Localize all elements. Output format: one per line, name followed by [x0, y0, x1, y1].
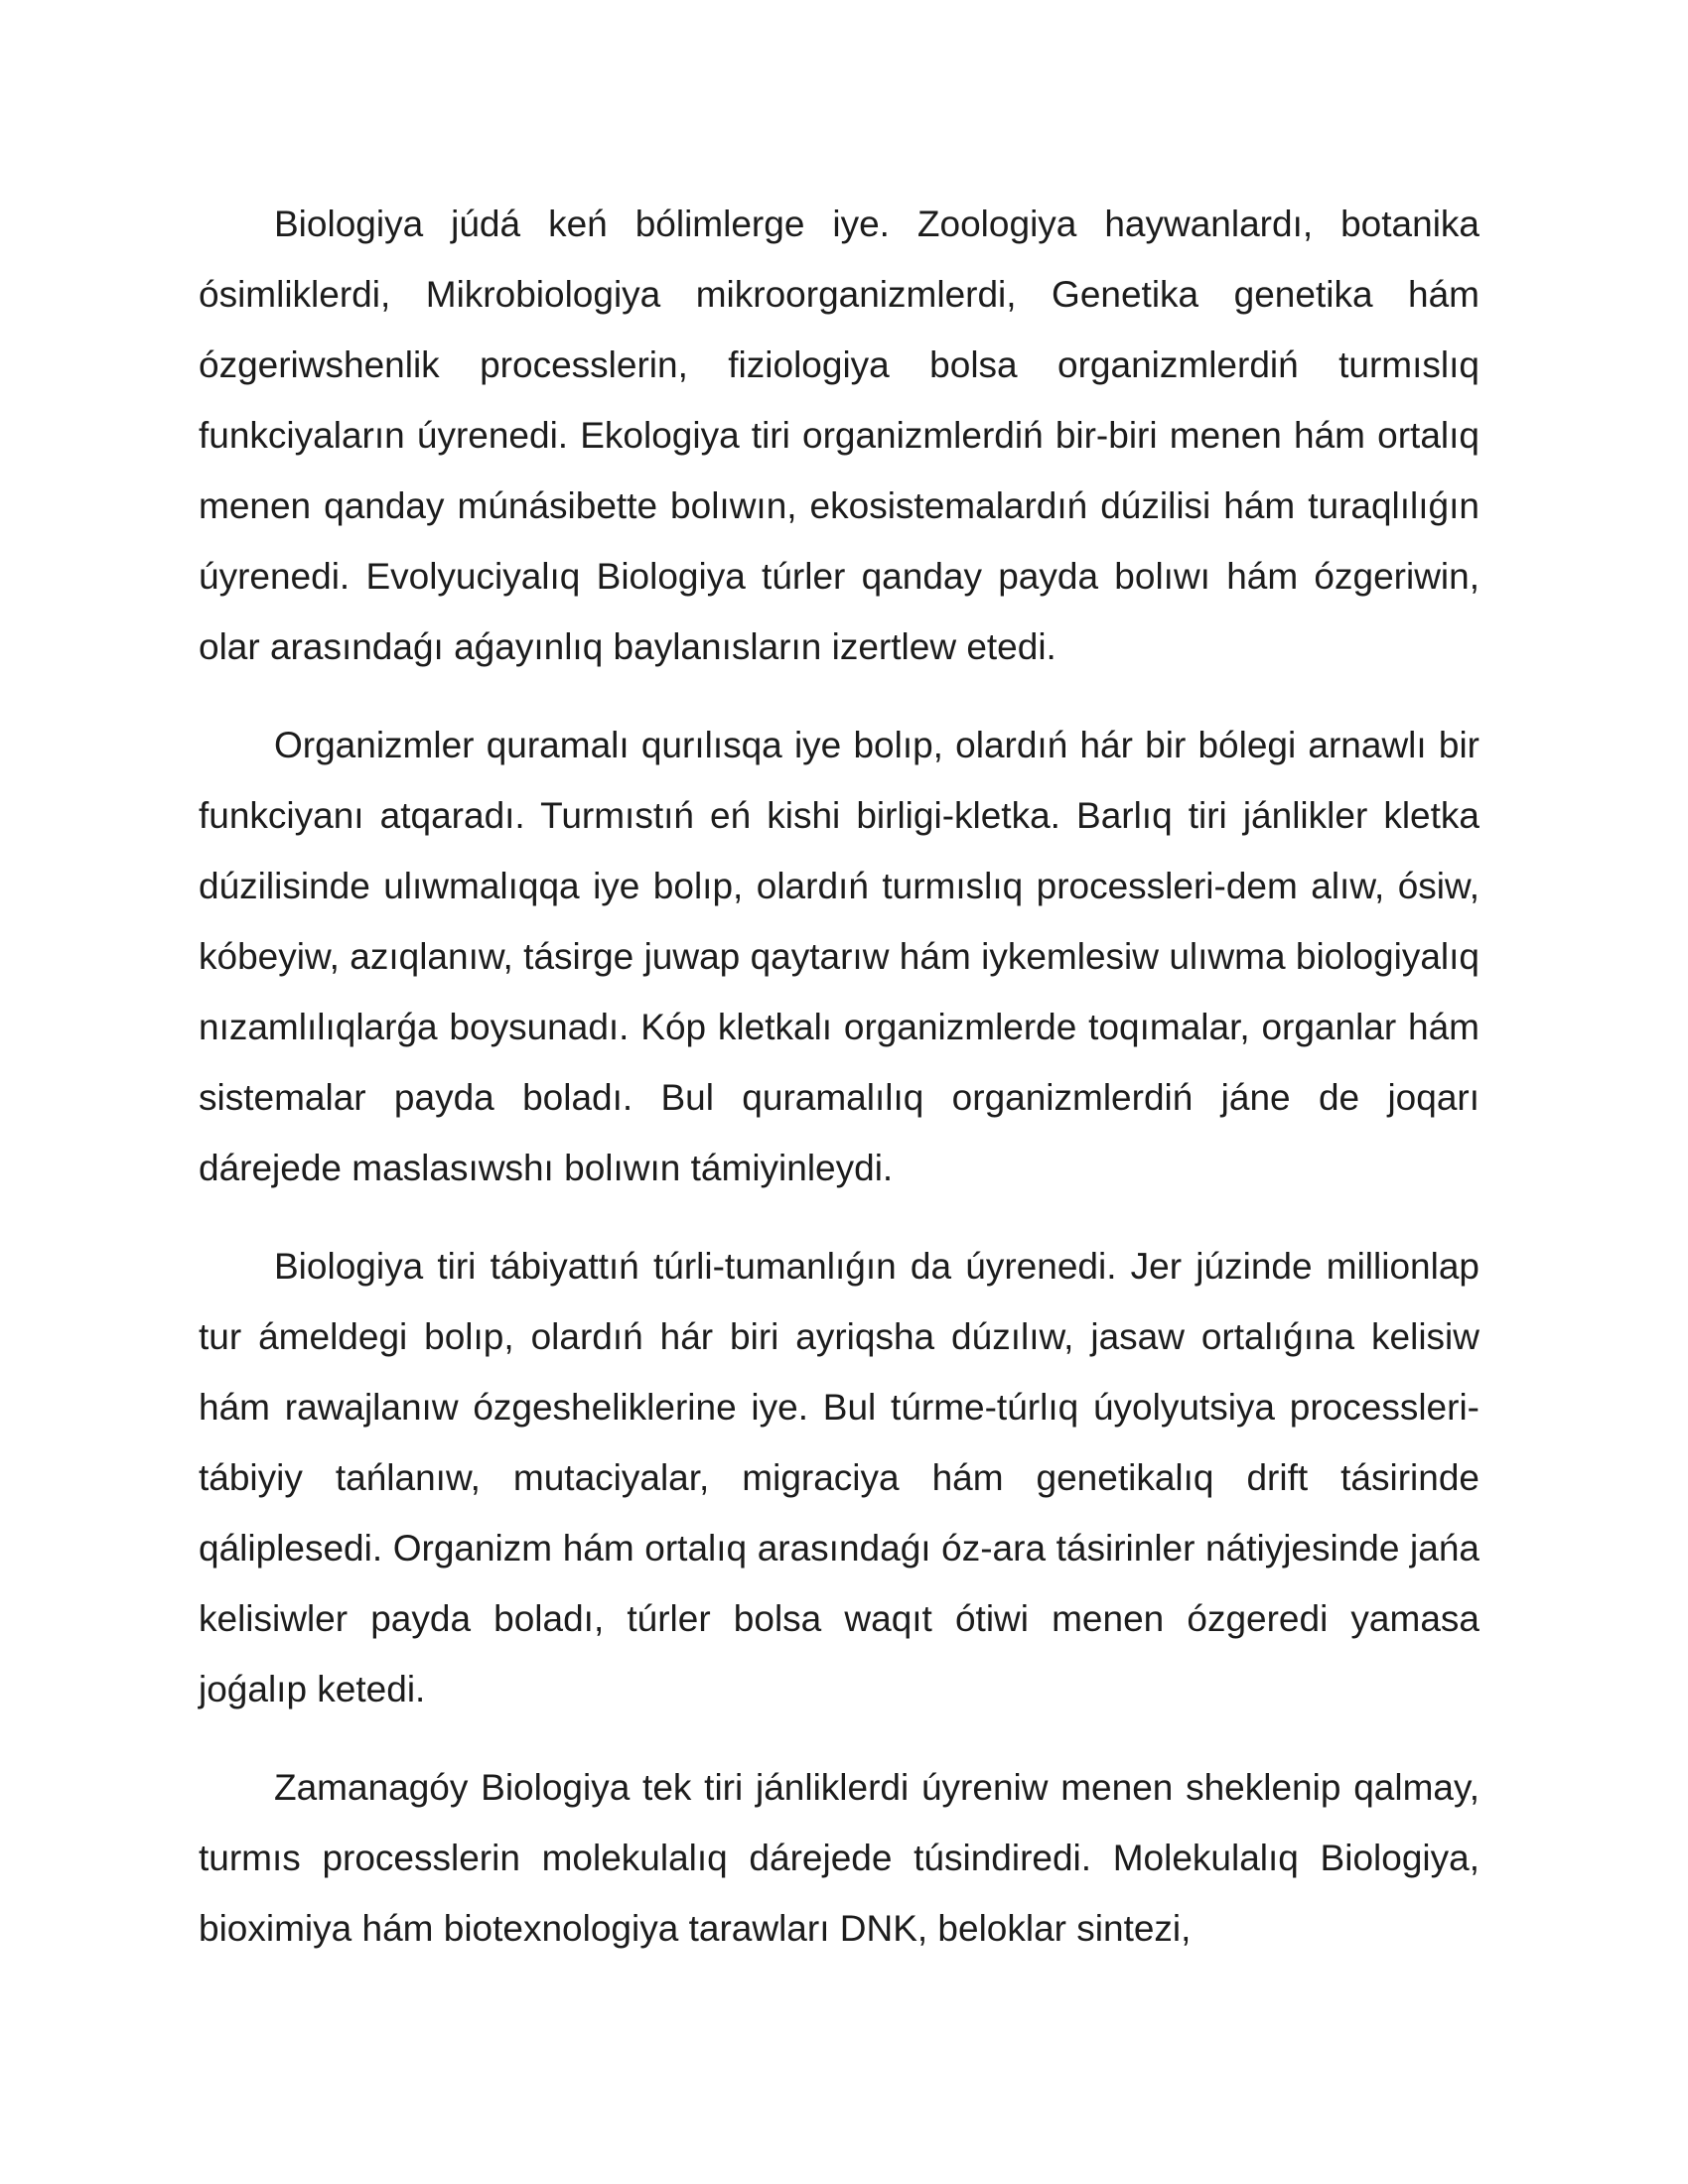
paragraph-2: Organizmler quramalı qurılısqa iye bolıp, olardıń hár bir bólegi arnawlı bir funkciyanı atqaradı. Turmıstıń eń kishi birligi-kletka. Barlıq tiri jánlikler kletka dúzilisinde ulıwmalıqqa iye bolıp, olardıń turmıslıq processleri-dem alıw, ósiw, kóbeyiw, azıqlanıw, tásirge juwap qaytarıw hám iykemlesiw ulıwma biologiyalıq nızamlılıqlarǵa boysunadı. Kóp kletkalı organizmlerde toqımalar, organlar hám sistemalar payda boladı. Bul quramalılıq organizmlerdiń jáne de joqarı dárejede maslasıwshı bolıwın támiyinleydi. [199, 725, 1479, 1188]
paragraph-4: Zamanagóy Biologiya tek tiri jánliklerdi úyreniw menen sheklenip qalmay, turmıs processlerin molekulalıq dárejede túsindiredi. Molekulalıq Biologiya, bioximiya hám biotexnologiya tarawları DNK, beloklar sintezi, [199, 1767, 1479, 1949]
paragraph-3: Biologiya tiri tábiyattıń túrli-tumanlıǵın da úyrenedi. Jer júzinde millionlap tur ámeldegi bolıp, olardıń hár biri ayriqsha dúzılıw, jasaw ortalıǵına kelisiw hám rawajlanıw ózgesheliklerine iye. Bul túrme-túrlıq úyolyutsiya processleri-tábiyiy tańlanıw, mutaciyalar, migraciya hám genetikalıq drift tásirinde qáliplesedi. Organizm hám ortalıq arasındaǵı óz-ara tásirinler nátiyjesinde jańa kelisiwler payda boladı, túrler bolsa waqıt ótiwi menen ózgeredi yamasa joǵalıp ketedi. [199, 1246, 1479, 1709]
document-page [199, 189, 1479, 1991]
paragraph-1: Biologiya júdá keń bólimlerge iye. Zoologiya haywanlardı, botanika ósimliklerdi, Mikrobiologiya mikroorganizmlerdi, Genetika genetika hám ózgeriwshenlik processlerin, fiziologiya bolsa organizmlerdiń turmıslıq funkciyaların úyrenedi. Ekologiya tiri organizmlerdiń bir-biri menen hám ortalıq menen qanday múnásibette bolıwın, ekosistemalardıń dúzilisi hám turaqlılıǵın úyrenedi. Evolyuciyalıq Biologiya túrler qanday payda bolıwı hám ózgeriwin, olar arasındaǵı aǵayınlıq baylanısların izertlew etedi. [199, 204, 1479, 667]
